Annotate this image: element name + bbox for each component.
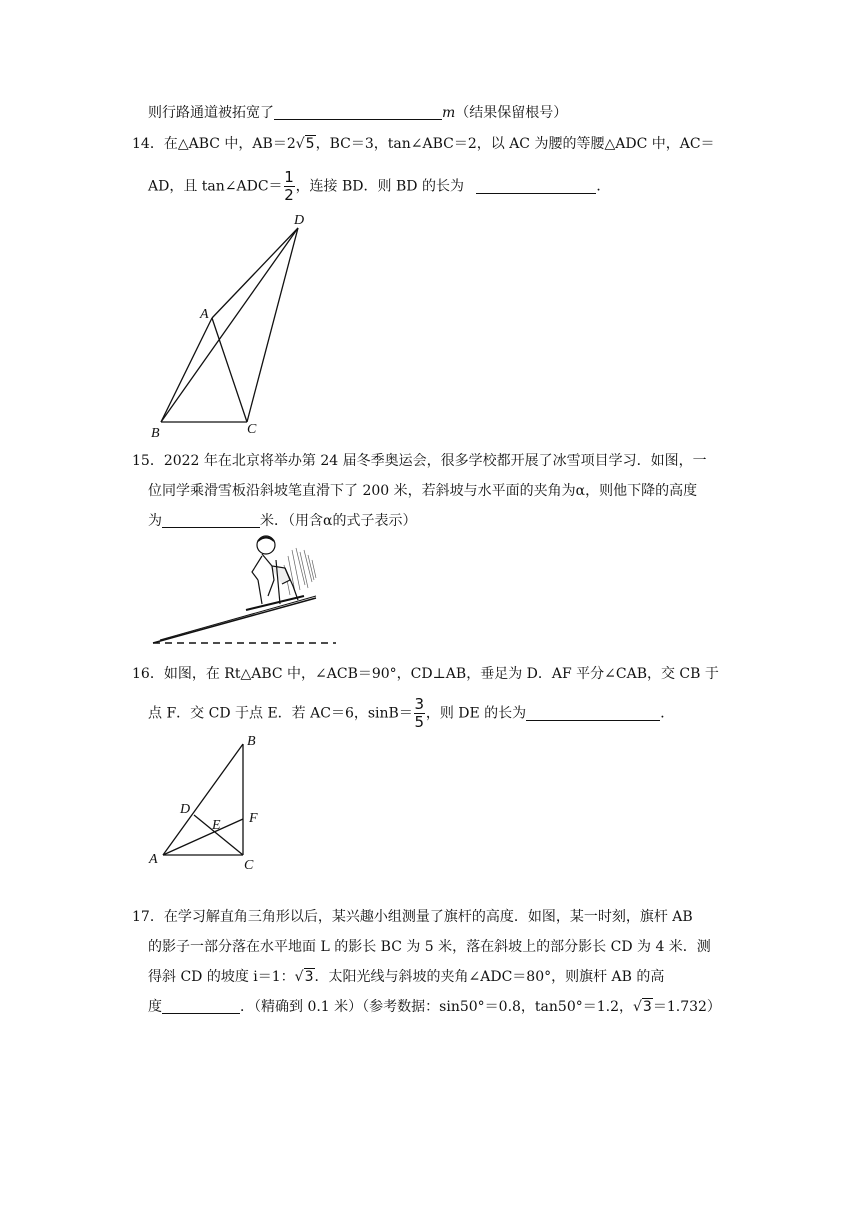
label-C: C [247, 422, 257, 437]
label-C: C [244, 858, 254, 873]
q17-line1: 17．在学习解直角三角形以后，某兴趣小组测量了旗杆的高度．如图，某一时刻，旗杆 AB [132, 909, 693, 925]
label-A: A [200, 307, 209, 322]
segment-AF [163, 819, 243, 855]
question-number: 14． [132, 136, 164, 152]
q15-line2: 位同学乘滑雪板沿斜坡笔直滑下了 200 米，若斜坡与水平面的夹角为α，则他下降的高度 [148, 483, 698, 499]
q17-line2: 的影子一部分落在水平地面 L 的影长 BC 为 5 米，落在斜坡上的部分影长 CD 为 4 米．测 [148, 939, 711, 955]
label-F: F [249, 811, 258, 826]
label-B: B [151, 426, 160, 441]
sqrt-symbol: √3 [294, 969, 314, 985]
question-number: 17． [132, 909, 164, 925]
label-D: D [180, 802, 191, 817]
label-D: D [294, 213, 305, 228]
q17-line4: 度 ．（精确到 0.1 米）（参考数据：sin50°＝0.8，tan50°＝1.2，√3＝1.732） [148, 999, 721, 1015]
prev-line: 则行路通道被拓宽了 m（结果保留根号） [148, 105, 568, 121]
question-number: 16． [132, 666, 164, 682]
segment-AB [163, 744, 243, 855]
q14-line1: 14．在△ABC 中，AB＝2√5，BC＝3，tan∠ABC＝2，以 AC 为腰的等腰△ADC 中，AC＝ [132, 136, 715, 152]
q16-line1: 16．如图，在 Rt△ABC 中，∠ACB＝90°，CD⊥AB，垂足为 D．AF 平分∠CAB，交 CB 于 [132, 666, 719, 682]
q14-line2: AD，且 tan∠ADC＝ $\frac{1}{2}$ ，连接 BD．则 BD 的长为 ． [148, 168, 611, 204]
q17-line3: 得斜 CD 的坡度 i＝1：√3．太阳光线与斜坡的夹角∠ADC＝80°，则旗杆 AB 的高 [148, 969, 665, 985]
q15-line3: 为 米．（用含α的式子表示） [148, 513, 417, 529]
fraction: $\frac{3}{5}$ [414, 695, 425, 731]
fraction: $\frac{1}{2}$ [284, 168, 294, 204]
q16-line2: 点 F．交 CD 于点 E．若 AC＝6，sinB＝ $\frac{3}{5}$ ，则 DE 的长为 ． [148, 695, 675, 731]
label-B: B [247, 734, 256, 749]
q15-line1: 15．2022 年在北京将举办第 24 届冬季奥运会，很多学校都开展了冰雪项目学习．如图，一 [132, 453, 707, 469]
answer-blank[interactable] [162, 997, 240, 1014]
sqrt-symbol: √3 [633, 999, 652, 1015]
question-number: 15． [132, 453, 164, 469]
sqrt-symbol: √5 [295, 136, 315, 152]
label-A: A [149, 852, 158, 867]
label-E: E [212, 818, 221, 833]
